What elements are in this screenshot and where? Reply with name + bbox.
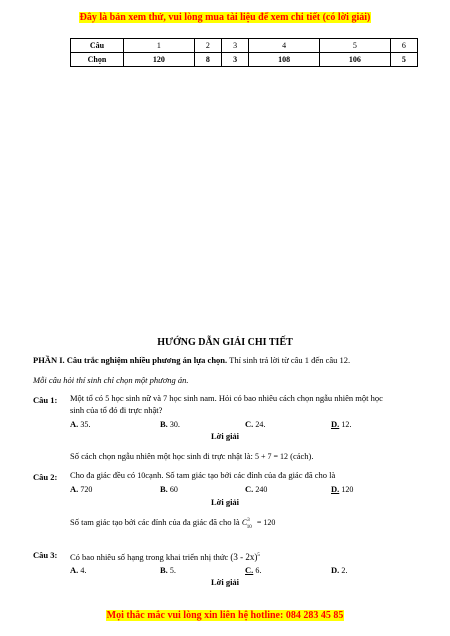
option-b[interactable]: B. 5.: [160, 565, 177, 575]
solution-text-part: (cách).: [288, 451, 314, 461]
option-a[interactable]: A. 35.: [70, 419, 91, 429]
combination-symbol: $C^3_{10}$: [241, 518, 252, 530]
question-label: Câu 3:: [33, 550, 58, 560]
table-cell: 6: [390, 39, 417, 53]
part-heading-label: PHẦN I. Câu trắc nghiệm nhiều phương án lựa chọn.: [33, 355, 228, 365]
question-text-part: Có bao nhiêu số hạng trong khai triển nhị thức: [70, 551, 231, 562]
option-label: C.: [245, 419, 254, 429]
part-instruction: Thí sinh trả lời từ câu 1 đến câu 12.: [227, 355, 351, 365]
question-text-continued: sinh của tổ đó đi trực nhật?: [70, 405, 163, 415]
question-text: [70, 550, 420, 563]
option-a[interactable]: [70, 484, 92, 494]
math-expression: 5 + 7 = 12: [254, 452, 288, 461]
option-value: 12: [341, 420, 350, 429]
option-value: 24: [255, 420, 264, 429]
table-cell: 4: [249, 39, 320, 53]
solution-text: [70, 451, 313, 462]
math-exponent: 5: [257, 553, 260, 558]
option-label: A.: [70, 419, 79, 429]
question-label: Câu 2:: [33, 472, 58, 482]
option-value: 120: [341, 485, 354, 494]
option-label: B.: [160, 565, 168, 575]
part-note: Mỗi câu hỏi thí sinh chỉ chọn một phương án.: [33, 375, 189, 385]
table-cell: 106: [319, 53, 390, 67]
option-label: D.: [331, 419, 340, 429]
option-value: 240: [255, 485, 268, 494]
question-text-part: Cho đa giác đều có: [70, 470, 138, 480]
preview-banner: [0, 12, 450, 23]
solution-text-part: Số cách chọn ngẫu nhiên một học sinh đi trực nhật là:: [70, 451, 255, 461]
question-text: [70, 393, 420, 404]
preview-banner-text: Đây là bản xem thử, vui lòng mua tài liệu để xem chi tiết (có lời giải): [79, 12, 371, 23]
table-cell: 8: [194, 53, 221, 67]
table-cell: 1: [124, 39, 195, 53]
option-d[interactable]: D. 2.: [331, 565, 348, 575]
math-number: 5: [105, 394, 110, 403]
option-label: A.: [70, 484, 79, 494]
question-text-part: học sinh nữ và: [109, 393, 164, 403]
option-d[interactable]: [331, 484, 353, 494]
math-expression: = 120: [256, 518, 276, 527]
table-cell: 3: [221, 39, 248, 53]
option-value: 2: [341, 566, 346, 575]
solution-text-part: Số tam giác tạo bởi các đỉnh của đa giác đã cho là: [70, 517, 242, 527]
option-label: B.: [160, 419, 168, 429]
page-title: HƯỚNG DẪN GIẢI CHI TIẾT: [157, 337, 293, 348]
question-text-part: học sinh nam. Hỏi có bao nhiêu cách chọn ngẫu nhiên một học: [167, 393, 383, 403]
question-text-part: Một tổ có: [70, 393, 106, 403]
option-value: 35: [80, 420, 89, 429]
option-label: D.: [331, 484, 340, 494]
answer-table: [70, 38, 418, 67]
solution-heading: Lời giải: [210, 577, 240, 587]
math-number: 7: [163, 394, 168, 403]
option-value: 30: [169, 420, 178, 429]
answer-table-header-row: [71, 39, 418, 53]
hotline-banner: [0, 610, 450, 621]
solution-heading: Lời giải: [210, 431, 240, 441]
option-value: 6: [255, 566, 260, 575]
hotline-banner-text: Mọi thắc mắc vui lòng xin liên hệ hotline: 084 283 45 85: [106, 610, 344, 621]
option-c[interactable]: C. 24.: [245, 419, 266, 429]
answer-table-answer-row: [71, 53, 418, 67]
option-d[interactable]: D. 12.: [331, 419, 352, 429]
option-label: D.: [331, 565, 340, 575]
table-cell: Chọn: [71, 53, 124, 67]
question-text: [70, 470, 420, 481]
solution-text: [70, 517, 275, 530]
table-cell: 5: [319, 39, 390, 53]
table-cell: 108: [249, 53, 320, 67]
option-value: 60: [169, 485, 178, 494]
table-cell: 2: [194, 39, 221, 53]
option-value: 5: [169, 566, 174, 575]
option-label: C.: [245, 484, 254, 494]
option-b[interactable]: B. 30.: [160, 419, 181, 429]
option-b[interactable]: [160, 484, 178, 494]
table-cell: 5: [390, 53, 417, 67]
option-label: C.: [245, 565, 254, 575]
question-text-part: cạnh. Số tam giác tạo bởi các đỉnh của đa giác đã cho là: [145, 470, 336, 480]
table-cell: 3: [221, 53, 248, 67]
math-expression: (3 - 2x): [230, 551, 258, 562]
option-label: A.: [70, 565, 79, 575]
option-value: 4: [80, 566, 85, 575]
option-a[interactable]: A. 4.: [70, 565, 87, 575]
option-c[interactable]: [245, 484, 267, 494]
math-number: 10: [137, 471, 146, 480]
option-c[interactable]: C. 6.: [245, 565, 262, 575]
part-heading: [33, 355, 350, 366]
solution-heading: Lời giải: [210, 497, 240, 507]
option-label: B.: [160, 484, 168, 494]
option-value: 720: [80, 485, 93, 494]
question-label: Câu 1:: [33, 395, 58, 405]
table-cell: 120: [124, 53, 195, 67]
table-cell: Câu: [71, 39, 124, 53]
